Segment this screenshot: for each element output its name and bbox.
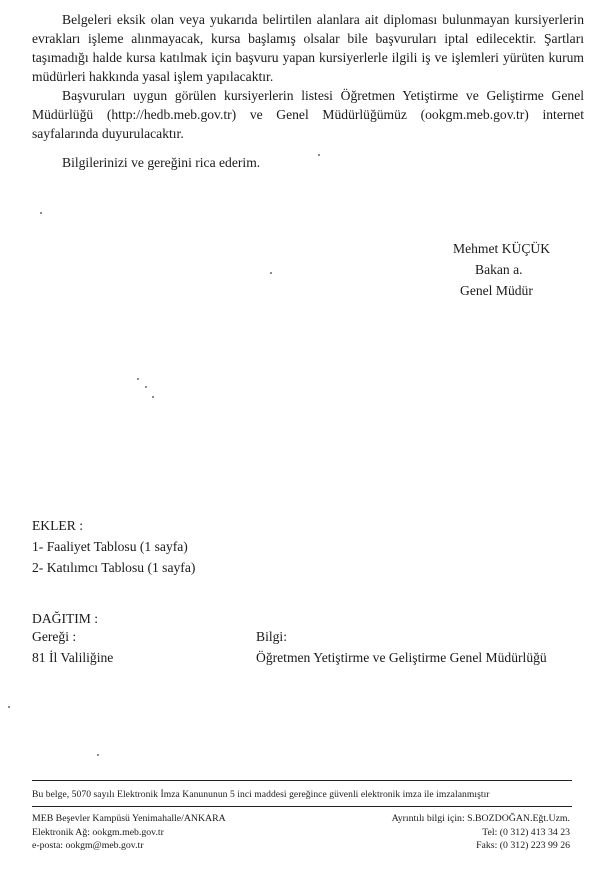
- signatory-title: Bakan a.: [475, 262, 523, 277]
- footer-email: e-posta: ookgm@meb.gov.tr: [32, 840, 144, 851]
- attachments-section: [32, 515, 195, 578]
- scan-speck: [137, 378, 139, 380]
- footer-top-rule: [32, 780, 572, 781]
- scan-speck: [145, 386, 147, 388]
- footer-electronic-network: Elektronik Ağ: ookgm.meb.gov.tr: [32, 826, 164, 838]
- body-paragraph-1: Belgeleri eksik olan veya yukarıda belirtilen alanlara ait diploması bulunmayan kursiyerlerin evrakları işleme alınmayacak, kursa başlamış olsalar bile başvuruları iptal edilecektir. Şartları taşımadığı halde kursa katılmak için başvuru yapan kursiyerlerle ilgili iş ve işlemleri yürüten kurum müdürleri hakkında yasal işlem yapılacaktır.: [32, 12, 584, 84]
- esign-note: Bu belge, 5070 sayılı Elektronik İmza Kanununun 5 inci maddesi gereğince güvenli elektronik imza ile imzalanmıştır: [32, 789, 490, 800]
- footer-address: MEB Beşevler Kampüsü Yenimahalle/ANKARA: [32, 813, 226, 824]
- footer-phone: Tel: (0 312) 413 34 23: [482, 826, 570, 838]
- distribution-info-recipient: Öğretmen Yetiştirme ve Geliştirme Genel Müdürlüğü: [256, 650, 547, 665]
- footer-divider: [32, 806, 572, 807]
- body-paragraph-2: Başvuruları uygun görülen kursiyerlerin listesi Öğretmen Yetiştirme ve Geliştirme Genel Müdürlüğü (http://hedb.meb.gov.tr) ve Genel Müdürlüğümüz (ookgm.meb.gov.tr) internet sayfalarında duyurulacaktır.: [32, 88, 584, 141]
- distribution-heading: DAĞITIM :: [32, 611, 99, 626]
- footer-fax: Faks: (0 312) 223 99 26: [476, 840, 570, 851]
- signature-block: [440, 238, 600, 301]
- footer-contact-block: [392, 812, 570, 853]
- attachment-item-2: 2- Katılımcı Tablosu (1 sayfa): [32, 560, 196, 575]
- distribution-action-label: Gereği :: [32, 629, 77, 644]
- scan-speck: [318, 154, 320, 156]
- closing-line: Bilgilerinizi ve gereğini rica ederim.: [62, 155, 261, 170]
- attachment-item-1: 1- Faaliyet Tablosu (1 sayfa): [32, 539, 188, 554]
- scan-speck: [270, 272, 272, 274]
- scan-speck: [40, 212, 42, 214]
- footer-address-block: [32, 812, 226, 853]
- signatory-position: Genel Müdür: [460, 283, 533, 298]
- footer-contact: Ayrıntılı bilgi için: S.BOZDOĞAN.Eğt.Uzm.: [391, 813, 570, 824]
- scan-speck: [152, 396, 154, 398]
- scan-speck: [8, 706, 10, 708]
- letter-body: [32, 10, 584, 172]
- signatory-name: Mehmet KÜÇÜK: [453, 241, 551, 256]
- distribution-action-recipient: 81 İl Valiliğine: [32, 650, 114, 665]
- scan-speck: [97, 754, 99, 756]
- distribution-info-label: Bilgi:: [256, 629, 287, 644]
- attachments-heading: EKLER :: [32, 518, 83, 533]
